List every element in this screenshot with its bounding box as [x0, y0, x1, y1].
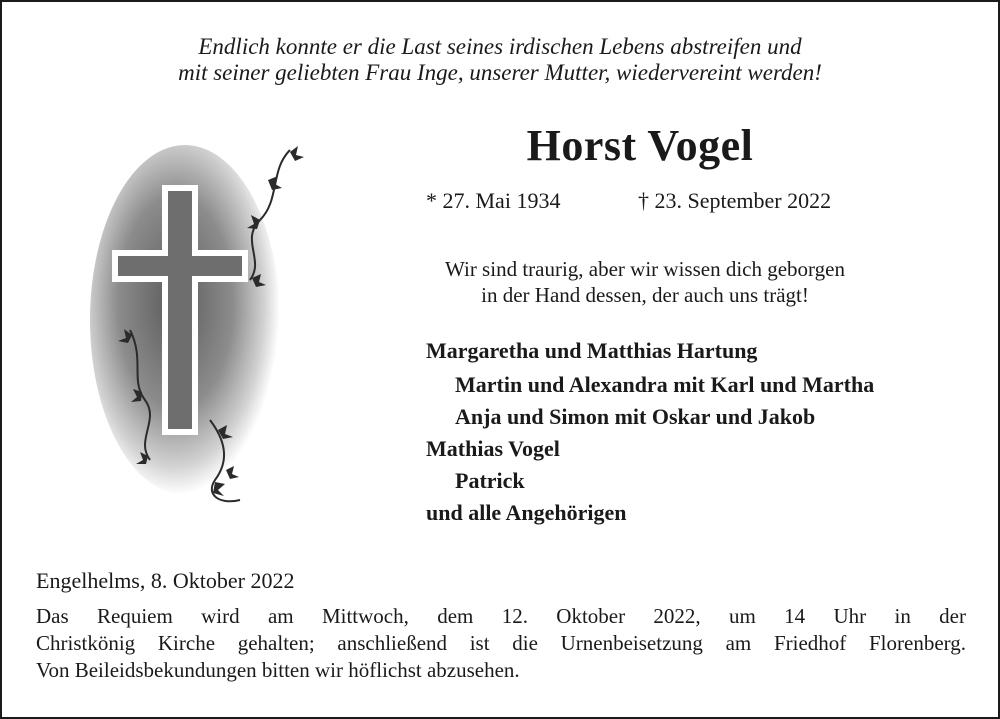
birth-date: * 27. Mai 1934	[426, 188, 561, 213]
mourner-5: Patrick	[455, 468, 525, 493]
place-date: Engelhelms, 8. Oktober 2022	[36, 568, 295, 593]
funeral-info	[36, 603, 966, 684]
funeral-info-line-3: Von Beileidsbekundungen bitten wir höflichst abzusehen.	[36, 658, 520, 682]
mourner-1: Margaretha und Matthias Hartung	[426, 338, 758, 363]
motto-line-1: Endlich konnte er die Last seines irdischen Lebens abstreifen und	[198, 34, 802, 59]
funeral-info-line-2: Christkönig Kirche gehalten; anschließend ist die Urnenbeisetzung am Friedhof Florenberg.	[36, 631, 966, 655]
verse-line-1: Wir sind traurig, aber wir wissen dich geborgen	[445, 257, 845, 281]
death-date: † 23. September 2022	[638, 188, 832, 213]
mourner-6: und alle Angehörigen	[426, 500, 627, 525]
mourner-4: Mathias Vogel	[426, 436, 560, 461]
deceased-name: Horst Vogel	[526, 121, 754, 170]
mourner-2: Martin und Alexandra mit Karl und Martha	[455, 372, 875, 397]
cross-with-ivy-icon	[90, 130, 310, 510]
funeral-info-line-1: Das Requiem wird am Mittwoch, dem 12. Oktober 2022, um 14 Uhr in der	[36, 604, 966, 628]
verse-line-2: in der Hand dessen, der auch uns trägt!	[481, 283, 809, 307]
mourner-3: Anja und Simon mit Oskar und Jakob	[455, 404, 816, 429]
motto-line-2: mit seiner geliebten Frau Inge, unserer Mutter, wiedervereint werden!	[178, 60, 822, 85]
